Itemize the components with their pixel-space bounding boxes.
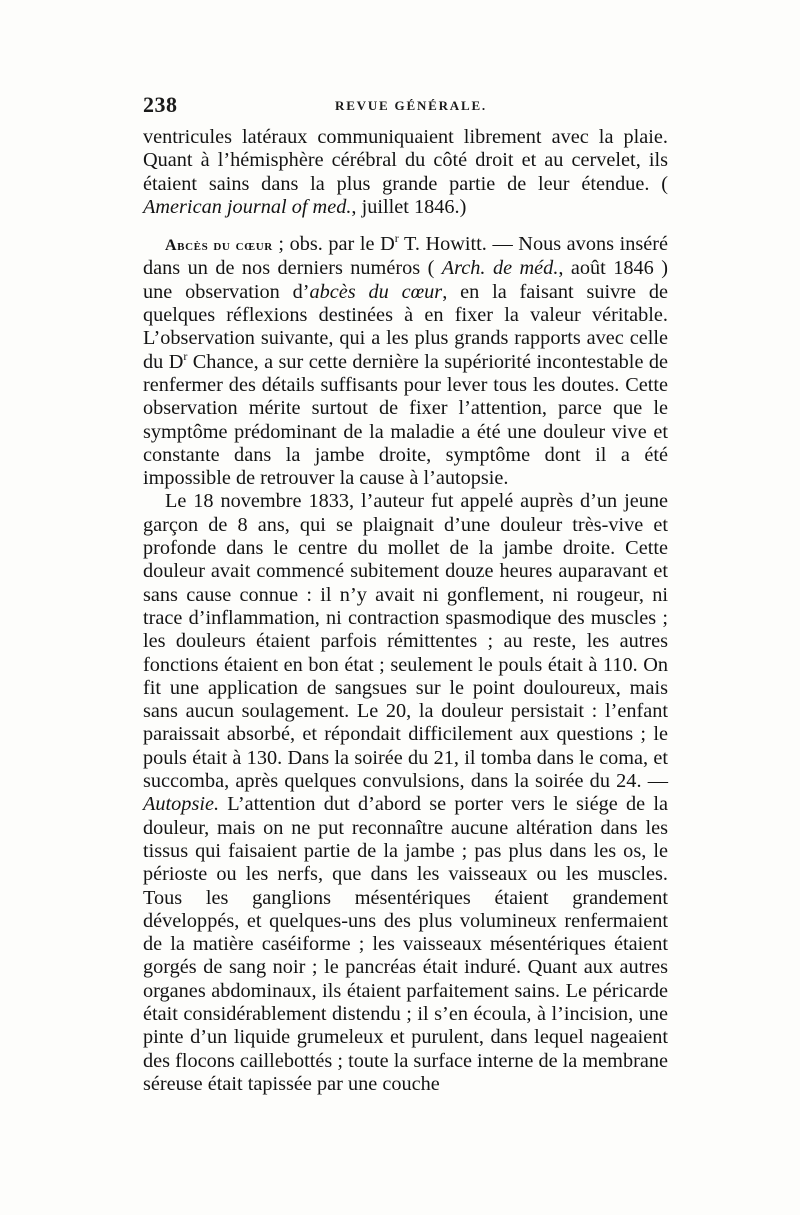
case-paragraph xyxy=(143,490,668,1096)
text-segment: ventricules latéraux communiquaient librement avec la plaie. Quant à l’hémisphère cérébral du côté droit et au cervelet, ils étaient sains dans la plus grande partie de leur étendue. ( xyxy=(143,126,668,195)
superscript: r xyxy=(183,348,188,363)
text-segment: Chance, a sur cette dernière la supériorité incontestable de renfermer des détails suffisants pour lever tous les doutes. Cette observation mérite surtout de fixer l’attention, parce que le symptôme prédominant de la maladie a été une douleur vive et constante dans la jambe droite, symptôme dont il a été impossible de retrouver la cause à l’autopsie. xyxy=(143,350,669,490)
journal-citation: Arch. de méd. xyxy=(441,257,559,280)
page-number: 238 xyxy=(143,92,178,117)
italic-term: Autopsie. xyxy=(143,793,220,816)
running-title: REVUE GÉNÉRALE. xyxy=(335,98,487,113)
text-segment: T. Howitt. — Nous avons inséré dans un de nos derniers numéros ( xyxy=(143,233,668,280)
page-header xyxy=(143,92,668,122)
text-segment: L’attention dut d’abord se porter vers le siége de la douleur, mais on ne put reconnaître aucune altération dans les tissus qui faisaient partie de la jambe ; pas plus dans les os, le périoste ou les nerfs, que dans les vaisseaux ou les muscles. Tous les ganglions mésentériques étaient grandement développés, et quelques-uns des plus volumineux renfermaient de la matière caséiforme ; les vaisseaux mésentériques étaient gorgés de sang noir ; le pancréas était induré. Quant aux autres organes abdominaux, ils étaient parfaitement sains. Le péricarde était considérablement distendu ; il s’en écoula, à l’incision, une pinte d’un liquide grumeleux et purulent, dans lequel nageaient des flocons caillebottés ; toute la surface interne de la membrane séreuse était tapissée par une couche xyxy=(143,793,668,1095)
section-paragraph-abces xyxy=(143,233,668,490)
text-segment: , août 1846 ) une observation d’ xyxy=(143,257,669,303)
text-segment: , en la faisant suivre de quelques réflexions destinées à en fixer la valeur véritable. L’observation suivante, qui a les plus grands rapports avec celle du D xyxy=(143,280,668,373)
text-segment: , juillet 1846.) xyxy=(351,195,467,218)
journal-citation: American journal of med. xyxy=(143,195,352,218)
text-segment: ; obs. par le D xyxy=(272,233,395,256)
paragraph-continuation xyxy=(143,126,668,219)
italic-term: abcès du cœur xyxy=(309,280,443,303)
text-segment: Le 18 novembre 1833, l’auteur fut appelé auprès d’un jeune garçon de 8 ans, qui se plaignait d’une douleur très-vive et profonde dans le centre du mollet de la jambe droite. Cette douleur avait commencé subitement douze heures auparavant et sans cause connue : il n’y avait ni gonflement, ni rougeur, ni trace d’inflammation, ni contraction spasmodique des muscles ; les douleurs étaient parfois rémittentes ; au reste, les autres fonctions étaient en bon état ; seulement le pouls était à 110. On fit une application de sangsues sur le point douloureux, mais sans aucun soulagement. Le 20, la douleur persistait : l’enfant paraissait absorbé, et répondait difficilement aux questions ; le pouls était à 130. Dans la soirée du 21, il tomba dans le coma, et succomba, après quelques convulsions, dans la soirée du 24. — xyxy=(143,490,668,793)
section-heading: Abcès du cœur xyxy=(165,237,273,255)
body-text xyxy=(143,126,668,1096)
superscript: r xyxy=(394,231,399,246)
